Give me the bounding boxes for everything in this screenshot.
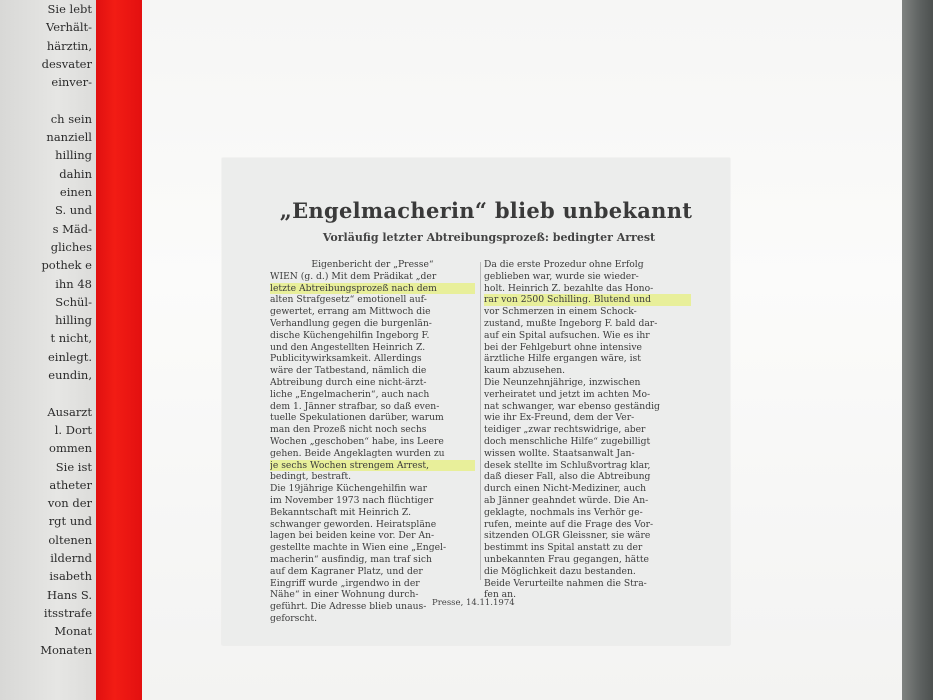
- article-source: Presse, 14.11.1974: [432, 598, 515, 608]
- article-text-line: daß dieser Fall, also die Abtreibung: [484, 471, 651, 483]
- red-divider-bar: [96, 0, 142, 700]
- article-text-line: Wochen „geschoben“ habe, ins Leere: [270, 435, 444, 447]
- article-text-line: bei der Fehlgeburt ohne intensive: [484, 341, 642, 353]
- left-page-text-line: gliches: [50, 239, 92, 254]
- left-page-text-line: Verhält-: [46, 20, 92, 35]
- left-page-text-line: Schül-: [55, 294, 92, 309]
- left-page-text-line: atheter: [49, 477, 92, 492]
- article-text-line: Publicitywirksamkeit. Allerdings: [270, 353, 422, 365]
- article-text-line: je sechs Wochen strengem Arrest,: [270, 460, 475, 472]
- left-page-text-line: einver-: [51, 75, 92, 90]
- left-page-text-line: ildernd: [50, 551, 92, 565]
- article-text-line: doch menschliche Hilfe“ zugebilligt: [484, 435, 651, 447]
- left-page-text-line: Hans S.: [47, 587, 92, 602]
- article-text-line: Verhandlung gegen die burgenlän-: [270, 317, 432, 329]
- article-text-line: wissen wollte. Staatsanwalt Jan-: [484, 447, 635, 459]
- article-text-line: desek stellte im Schlußvortrag klar,: [484, 459, 651, 471]
- article-text-line: rufen, meinte auf die Frage des Vor-: [484, 518, 654, 530]
- article-text-line: auf dem Kagraner Platz, und der: [270, 565, 423, 577]
- left-page-text-line: Monaten: [40, 642, 92, 657]
- left-page-text-line: Sie ist: [55, 459, 92, 474]
- left-page-text-line: itsstrafe: [43, 605, 92, 620]
- article-text-line: nat schwanger, war ebenso geständig: [484, 400, 660, 412]
- article-text-line: gewertet, errang am Mittwoch die: [270, 306, 431, 318]
- left-page-text-line: desvater: [41, 56, 92, 71]
- article-text-line: man den Prozeß nicht noch sechs: [270, 424, 427, 436]
- left-page-text-line: s Mäd-: [52, 221, 92, 236]
- article-text-line: dem 1. Jänner strafbar, so daß even-: [270, 400, 440, 412]
- article-text-line: verheiratet und jetzt im achten Mo-: [484, 388, 651, 400]
- article-text-line: ärztliche Hilfe ergangen wäre, ist: [484, 353, 641, 365]
- article-text-line: alten Strafgesetz“ emotionell auf-: [270, 294, 427, 306]
- article-text-line: geführt. Die Adresse blieb unaus-: [270, 601, 427, 613]
- article-text-line: geforscht.: [270, 612, 318, 624]
- article-text-line: bestimmt ins Spital anstatt zu der: [484, 542, 643, 554]
- newspaper-clipping: [222, 158, 730, 645]
- article-text-line: gestellte machte in Wien eine „Engel-: [270, 542, 447, 554]
- article-text-line: ab Jänner geahndet würde. Die An-: [484, 494, 649, 506]
- article-text-line: gehen. Beide Angeklagten wurden zu: [270, 447, 445, 459]
- article-text-line: Eingriff wurde „irgendwo in der: [270, 577, 420, 589]
- article-text-line: vor Schmerzen in einem Schock-: [484, 306, 637, 318]
- left-page-text-line: dahin: [59, 166, 92, 181]
- article-text-line: Nähe“ in einer Wohnung durch-: [270, 589, 419, 601]
- article-text-line: Bekanntschaft mit Heinrich Z.: [270, 506, 412, 518]
- article-text-line: teidiger „zwar rechtswidrige, aber: [484, 424, 646, 436]
- left-page-text-line: t nicht,: [50, 331, 92, 346]
- article-headline: „Engelmacherin“ blieb unbekannt: [279, 198, 693, 223]
- left-page-text-line: Ausarzt: [47, 404, 92, 419]
- article-text-line: tuelle Spekulationen darüber, warum: [270, 412, 444, 424]
- article-text-line: rar von 2500 Schilling. Blutend und: [484, 294, 691, 306]
- article-text-line: kaum abzusehen.: [484, 365, 566, 377]
- article-text-line: die Möglichkeit dazu bestanden.: [484, 565, 636, 577]
- article-column-right: [484, 259, 691, 601]
- article-text-line: letzte Abtreibungsprozeß nach dem: [270, 283, 475, 295]
- adjacent-book-page: [0, 0, 96, 700]
- article-text-line: unbekannten Frau gegangen, hätte: [484, 553, 649, 565]
- frame-edge: [902, 0, 933, 700]
- left-page-text-line: isabeth: [49, 569, 92, 584]
- article-text-line: und den Angestellten Heinrich Z.: [270, 341, 426, 353]
- article-text-line: dische Küchengehilfin Ingeborg F.: [270, 329, 430, 341]
- article-column-left: [270, 259, 475, 625]
- left-page-text-line: hilling: [55, 313, 92, 328]
- article-text-line: liche „Engelmacherin“, auch nach: [270, 388, 430, 400]
- left-page-text-line: ch sein: [50, 111, 92, 126]
- column-divider: [480, 262, 481, 580]
- article-text-line: fen an.: [484, 589, 516, 601]
- left-page-text-line: von der: [47, 496, 92, 511]
- left-page-text-line: Sie lebt: [47, 2, 92, 16]
- left-page-text-line: härztin,: [46, 38, 92, 53]
- article-text-line: lagen bei beiden keine vor. Der An-: [270, 530, 435, 542]
- article-text-line: Die Neunzehnjährige, inzwischen: [484, 376, 641, 388]
- left-page-text-line: S. und: [55, 203, 92, 218]
- left-page-text-line: rgt und: [48, 514, 92, 529]
- article-subheadline: Vorläufig letzter Abtreibungsprozeß: bedingter Arrest: [322, 231, 656, 244]
- article-text-line: macherin“ ausfindig, man traf sich: [270, 553, 432, 565]
- article-text-line: WIEN (g. d.) Mit dem Prädikat „der: [270, 270, 437, 282]
- article-text-line: zustand, mußte Ingeborg F. bald dar-: [484, 317, 658, 329]
- left-page-text-line: hilling: [55, 148, 92, 163]
- article-text-line: geblieben war, wurde sie wieder-: [484, 270, 639, 282]
- article-text-line: Beide Verurteilte nahmen die Stra-: [484, 577, 647, 589]
- left-page-text-line: einlegt.: [47, 349, 92, 364]
- article-text-line: durch einen Nicht-Mediziner, auch: [484, 483, 647, 495]
- left-page-text-line: pothek e: [41, 258, 92, 273]
- article-text-line: wäre der Tatbestand, nämlich die: [270, 365, 427, 377]
- article-text-line: Die 19jährige Küchengehilfin war: [270, 483, 427, 495]
- article-text-line: bedingt, bestraft.: [270, 471, 352, 483]
- article-text-line: Da die erste Prozedur ohne Erfolg: [484, 259, 644, 270]
- article-text-line: geklagte, nochmals ins Verhör ge-: [484, 506, 643, 518]
- left-page-text-line: Monat: [54, 624, 92, 639]
- article-text-line: sitzenden OLGR Gleissner, sie wäre: [484, 530, 651, 542]
- article-text-line: Eigenbericht der „Presse“: [311, 259, 434, 270]
- article-text-line: auf ein Spital aufsuchen. Wie es ihr: [484, 329, 650, 341]
- article-text-line: Abtreibung durch eine nicht-ärzt-: [270, 376, 427, 388]
- left-page-text-line: nanziell: [46, 130, 92, 145]
- left-page-text-line: ihn 48: [55, 276, 92, 291]
- left-page-text-line: einen: [59, 185, 92, 199]
- left-page-text-line: l. Dort: [54, 422, 92, 437]
- article-text-line: im November 1973 nach flüchtiger: [270, 494, 434, 506]
- left-page-text-line: eundin,: [48, 368, 92, 382]
- article-text-line: wie ihr Ex-Freund, dem der Ver-: [484, 412, 635, 424]
- left-page-text-line: oltenen: [48, 532, 92, 547]
- left-page-text-line: ommen: [49, 441, 92, 456]
- article-text-line: schwanger geworden. Heiratspläne: [270, 518, 437, 530]
- article-text-line: holt. Heinrich Z. bezahlte das Hono-: [484, 282, 654, 294]
